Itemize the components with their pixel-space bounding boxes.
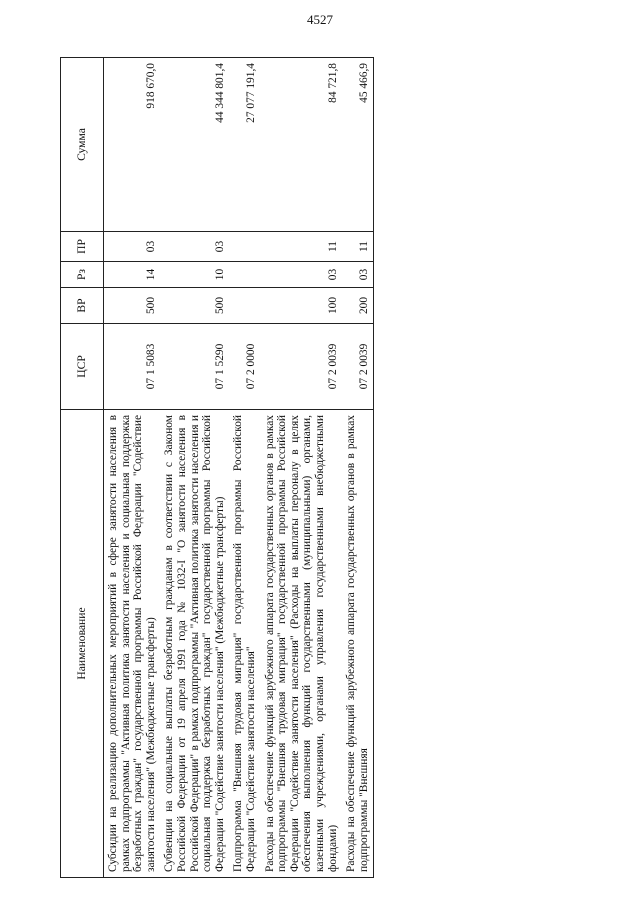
row-pr: 03 [160, 232, 229, 262]
row-rz: 10 [160, 262, 229, 288]
table-header-row [61, 58, 104, 878]
row-sum: 44 344 801,4 [160, 58, 229, 232]
row-pr [229, 232, 260, 262]
row-vr: 100 [261, 288, 343, 324]
row-name: Субсидии на реализацию дополнительных мероприятий в сфере занятости населения в рамках подпрограммы "Активная политика занятости населения и социальная поддержка безработных граждан" государственной программы Российской Федерации "Содействие занятости населения" (Межбюджетные трансферты) [104, 410, 161, 878]
row-sum: 918 670,0 [104, 58, 161, 232]
row-name: Подпрограмма "Внешняя трудовая миграция" государственной программы Российской Федерации "Содействие занятости населения" [229, 410, 260, 878]
row-sum: 84 721,8 [261, 58, 343, 232]
row-vr: 200 [342, 288, 374, 324]
page-number: 4527 [307, 12, 333, 27]
row-name: Субвенции на социальные выплаты безработным гражданам в соответствии с Законом Российской Федерации от 19 апреля 1991 года № 1032-I "О занятости населения в Российской Федерации" в рамках подпрограммы "Активная политика занятости населения и социальная поддержка безработных граждан" государственной программы Российской Федерации "Содействие занятости населения" (Межбюджетные трансферты) [160, 410, 229, 878]
row-vr: 500 [160, 288, 229, 324]
table-row [104, 58, 161, 878]
row-sum: 45 466,9 [342, 58, 374, 232]
row-csr: 07 2 0039 [342, 324, 374, 410]
row-rz: 03 [261, 262, 343, 288]
header-rz: Рз [61, 262, 104, 288]
table-row [229, 58, 260, 878]
row-rz: 03 [342, 262, 374, 288]
table-row [160, 58, 229, 878]
row-name: Расходы на обеспечение функций зарубежного аппарата государственных органов в рамках подпрограммы "Внешняя трудовая миграция" государственной программы Российской Федерации "Содействие занятости населения" (Расходы на выплаты персоналу в целях обеспечения выполнения функций государственными (муниципальными) органами, казенными учреждениями, органами управления государственными внебюджетными фондами) [261, 410, 343, 878]
header-vr: ВР [61, 288, 104, 324]
row-csr: 07 2 0000 [229, 324, 260, 410]
header-csr: ЦСР [61, 324, 104, 410]
row-rz: 14 [104, 262, 161, 288]
row-pr: 11 [342, 232, 374, 262]
row-pr: 03 [104, 232, 161, 262]
row-name: Расходы на обеспечение функций зарубежного аппарата государственных органов в рамках подпрограммы "Внешняя [342, 410, 374, 878]
header-pr: ПР [61, 232, 104, 262]
row-pr: 11 [261, 232, 343, 262]
rotated-table-container [60, 58, 600, 878]
budget-table [60, 57, 374, 878]
header-sum: Сумма [61, 58, 104, 232]
table-row [342, 58, 374, 878]
row-csr: 07 1 5290 [160, 324, 229, 410]
row-vr: 500 [104, 288, 161, 324]
row-csr: 07 2 0039 [261, 324, 343, 410]
header-name: Наименование [61, 410, 104, 878]
row-sum: 27 077 191,4 [229, 58, 260, 232]
table-row [261, 58, 343, 878]
row-rz [229, 262, 260, 288]
row-vr [229, 288, 260, 324]
row-csr: 07 1 5083 [104, 324, 161, 410]
